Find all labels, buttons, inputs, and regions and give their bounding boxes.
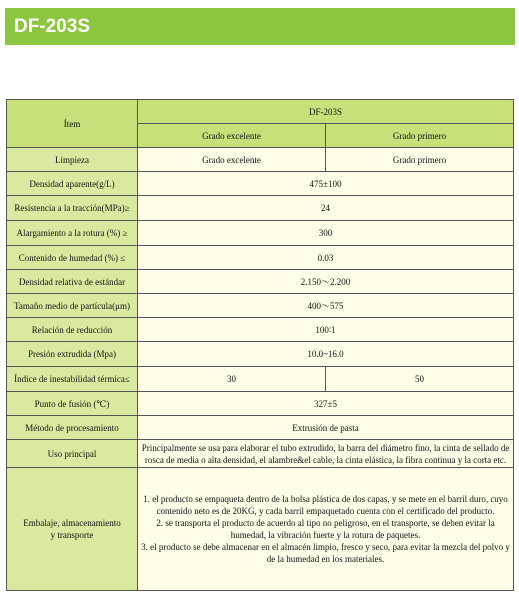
row-value: 50 — [326, 367, 514, 392]
row-label: Presión extrudida (Mpa) — [7, 342, 138, 367]
row-label: Uso principal — [7, 440, 138, 468]
row-value: 475±100 — [138, 172, 514, 196]
table-row — [7, 468, 514, 591]
table-row — [7, 221, 514, 246]
row-value: 10.0~16.0 — [138, 342, 514, 367]
table-row — [7, 148, 514, 172]
table-row — [7, 172, 514, 196]
row-label: Método de procesamiento — [7, 416, 138, 440]
table-row — [7, 318, 514, 342]
row-value: 2.150～2.200 — [138, 270, 514, 294]
table-header-row — [7, 100, 514, 124]
row-value: Grado primero — [326, 148, 514, 172]
row-label: Tamaño medio de partícula(μm) — [7, 294, 138, 318]
row-label — [7, 468, 138, 591]
page-title-bar — [5, 8, 515, 45]
row-label-line: Embalaje, almacenamiento — [23, 518, 121, 528]
header-grade-excelente: Grado excelente — [138, 124, 326, 148]
header-product: DF-203S — [138, 100, 514, 124]
row-value: Grado excelente — [138, 148, 326, 172]
page-title: DF-203S — [14, 15, 91, 37]
table-row — [7, 294, 514, 318]
row-value: 400～575 — [138, 294, 514, 318]
row-value: 0.03 — [138, 246, 514, 270]
packaging-item: 1. el producto se empaqueta dentro de la bolsa plástica de dos capas, y se mete en el barril duro, cuyo contenido neto es de 20KG, y cada barril empaquetado cuenta con el certificado del producto. — [143, 494, 508, 516]
table-row — [7, 196, 514, 221]
row-value: 30 — [138, 367, 326, 392]
row-label: Índice de inestabilidad térmica≤ — [7, 367, 138, 392]
packaging-item: 2. se transporta el producto de acuerdo al tipo no peligroso, en el transporte, se deben evitar la humedad, la vibración fuerte y la rotura de paquetes. — [156, 518, 495, 540]
row-label: Contenido de humedad (%) ≤ — [7, 246, 138, 270]
table-row — [7, 270, 514, 294]
row-label: Alargamiento a la rotura (%) ≥ — [7, 221, 138, 246]
row-value: 100∶1 — [138, 318, 514, 342]
row-value: 24 — [138, 196, 514, 221]
row-label: Relación de reducción — [7, 318, 138, 342]
row-label: Densidad relativa de estándar — [7, 270, 138, 294]
table-row — [7, 392, 514, 416]
packaging-item: 3. el producto se debe almacenar en el almacén limpio, fresco y seco, para evitar la mezcla del polvo y de la humedad en los materiales. — [141, 542, 510, 564]
row-value: Extrusión de pasta — [138, 416, 514, 440]
table-row — [7, 246, 514, 270]
table-row — [7, 367, 514, 392]
table-row — [7, 416, 514, 440]
row-label: Densidad aparente(g/L) — [7, 172, 138, 196]
row-label: Limpieza — [7, 148, 138, 172]
table-row — [7, 440, 514, 468]
packaging-text — [138, 468, 514, 591]
row-value: 300 — [138, 221, 514, 246]
row-label-line: y transporte — [50, 530, 94, 540]
row-label: Punto de fusión (℃) — [7, 392, 138, 416]
header-grade-primero: Grado primero — [326, 124, 514, 148]
header-item-label: Ítem — [7, 100, 138, 148]
table-row — [7, 342, 514, 367]
row-value: 327±5 — [138, 392, 514, 416]
spec-table — [6, 99, 514, 591]
row-label: Resistencia a la tracción(MPa)≥ — [7, 196, 138, 221]
row-value: Principalmente se usa para elaborar el tubo extrudido, la barra del diámetro fino, la cinta de sellado de rosca de media o alta densidad, el alambre&el cable, la cinta elástica, la fibra continua y la corta etc. — [138, 440, 514, 468]
